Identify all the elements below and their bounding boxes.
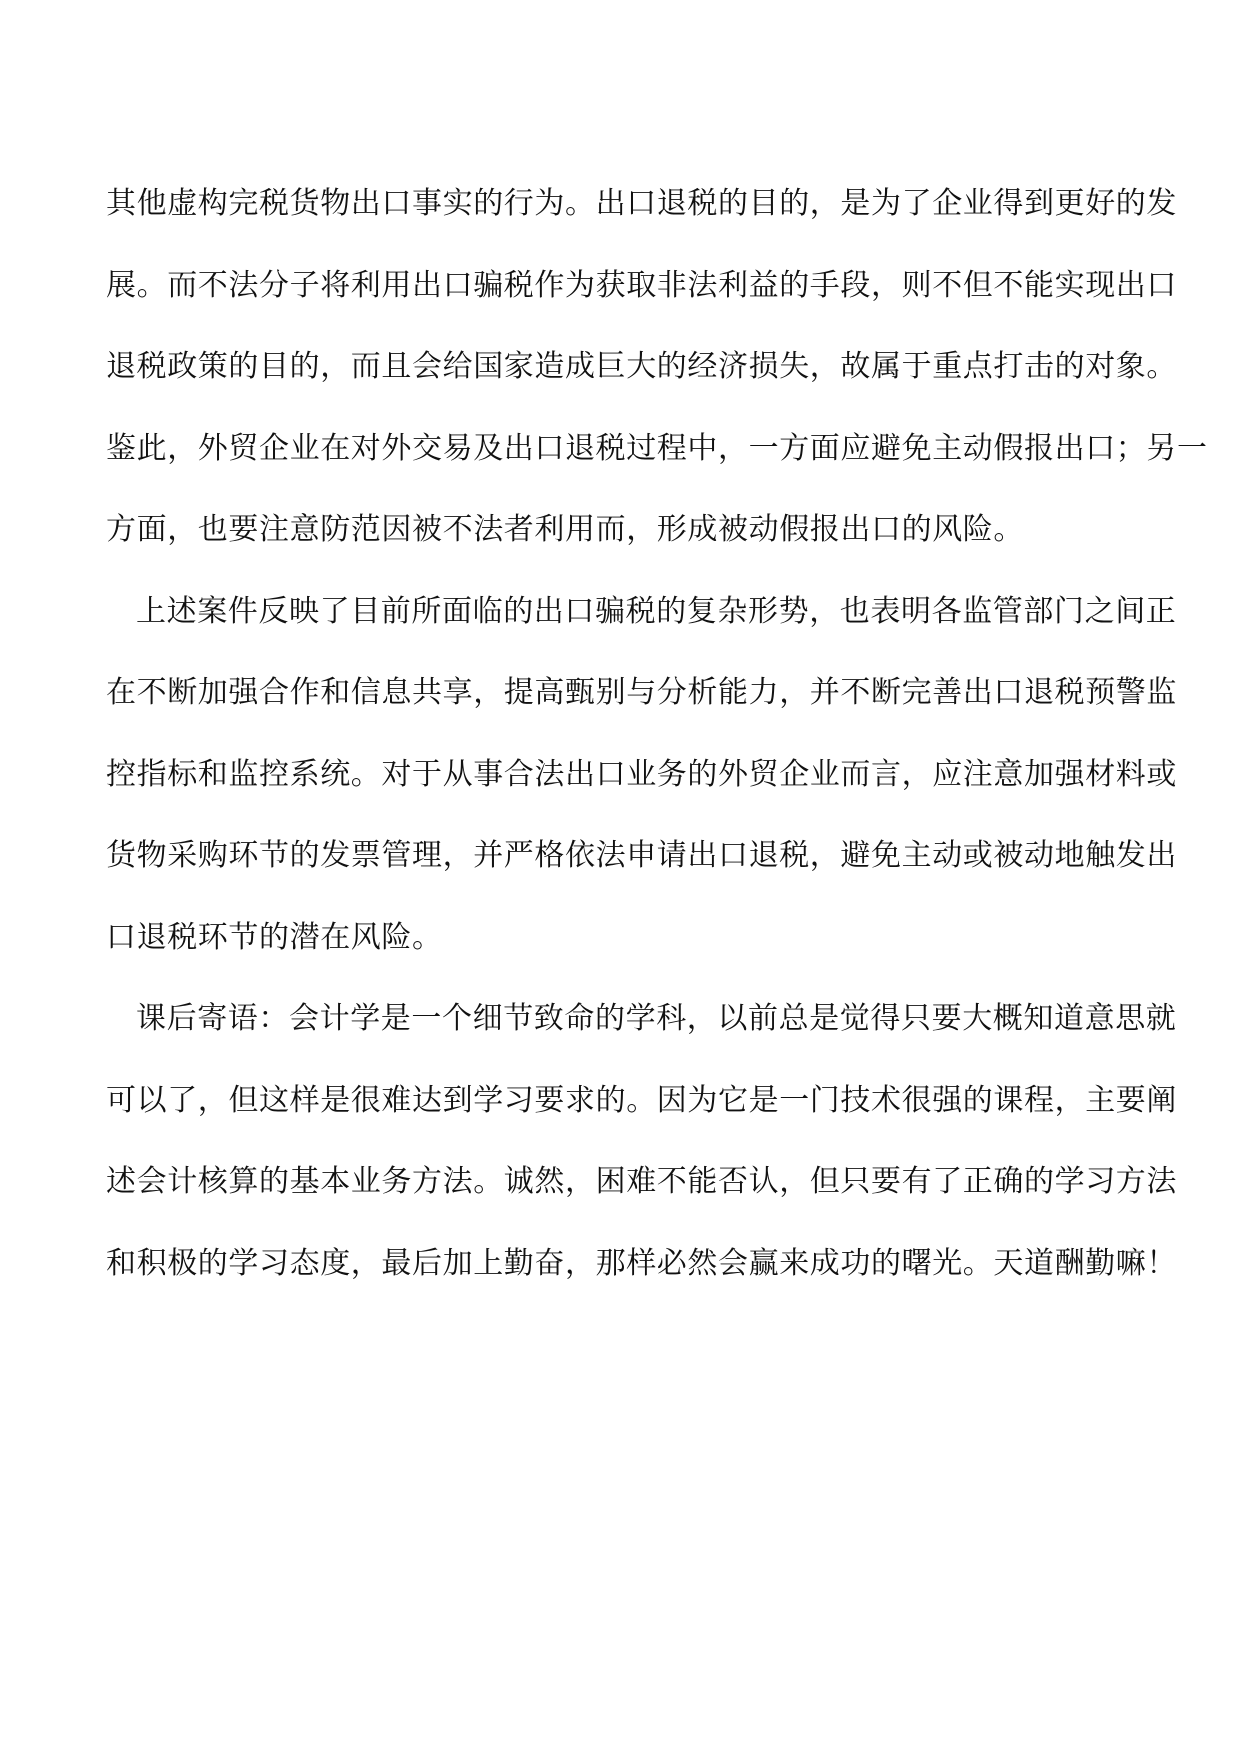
- paragraph-3-line-2: 可以了，但这样是很难达到学习要求的。因为它是一门技术很强的课程，主要阐: [106, 1082, 1177, 1118]
- paragraph-3-line-3: 述会计核算的基本业务方法。诚然，困难不能否认，但只要有了正确的学习方法: [106, 1164, 1177, 1199]
- paragraph-3-line-4: 和积极的学习态度，最后加上勤奋，那样必然会赢来成功的曙光。天道酬勤嘛！: [106, 1245, 1177, 1281]
- document-body: [106, 163, 1208, 1304]
- paragraph-2-line-4: 货物采购环节的发票管理，并严格依法申请出口退税，避免主动或被动地触发出: [106, 838, 1177, 873]
- paragraph-3-line-1: 课后寄语：会计学是一个细节致命的学科，以前总是觉得只要大概知道意思就: [136, 1001, 1177, 1036]
- paragraph-1-line-5: 方面，也要注意防范因被不法者利用而，形成被动假报出口的风险。: [106, 512, 1024, 547]
- paragraph-1-line-1: 其他虚构完税货物出口事实的行为。出口退税的目的，是为了企业得到更好的发: [106, 186, 1177, 221]
- paragraph-2-line-2: 在不断加强合作和信息共享，提高甄别与分析能力，并不断完善出口退税预警监: [106, 675, 1177, 710]
- paragraph-1-line-2: 展。而不法分子将利用出口骗税作为获取非法利益的手段，则不但不能实现出口: [106, 267, 1177, 303]
- paragraph-1-line-4: 鉴此，外贸企业在对外交易及出口退税过程中，一方面应避免主动假报出口；另一: [106, 430, 1208, 466]
- paragraph-2-line-1: 上述案件反映了目前所面临的出口骗税的复杂形势，也表明各监管部门之间正: [136, 593, 1177, 629]
- paragraph-1-line-3: 退税政策的目的，而且会给国家造成巨大的经济损失，故属于重点打击的对象。: [106, 349, 1177, 384]
- paragraph-2-line-3: 控指标和监控系统。对于从事合法出口业务的外贸企业而言，应注意加强材料或: [106, 756, 1177, 792]
- paragraph-2-line-5: 口退税环节的潜在风险。: [106, 919, 443, 955]
